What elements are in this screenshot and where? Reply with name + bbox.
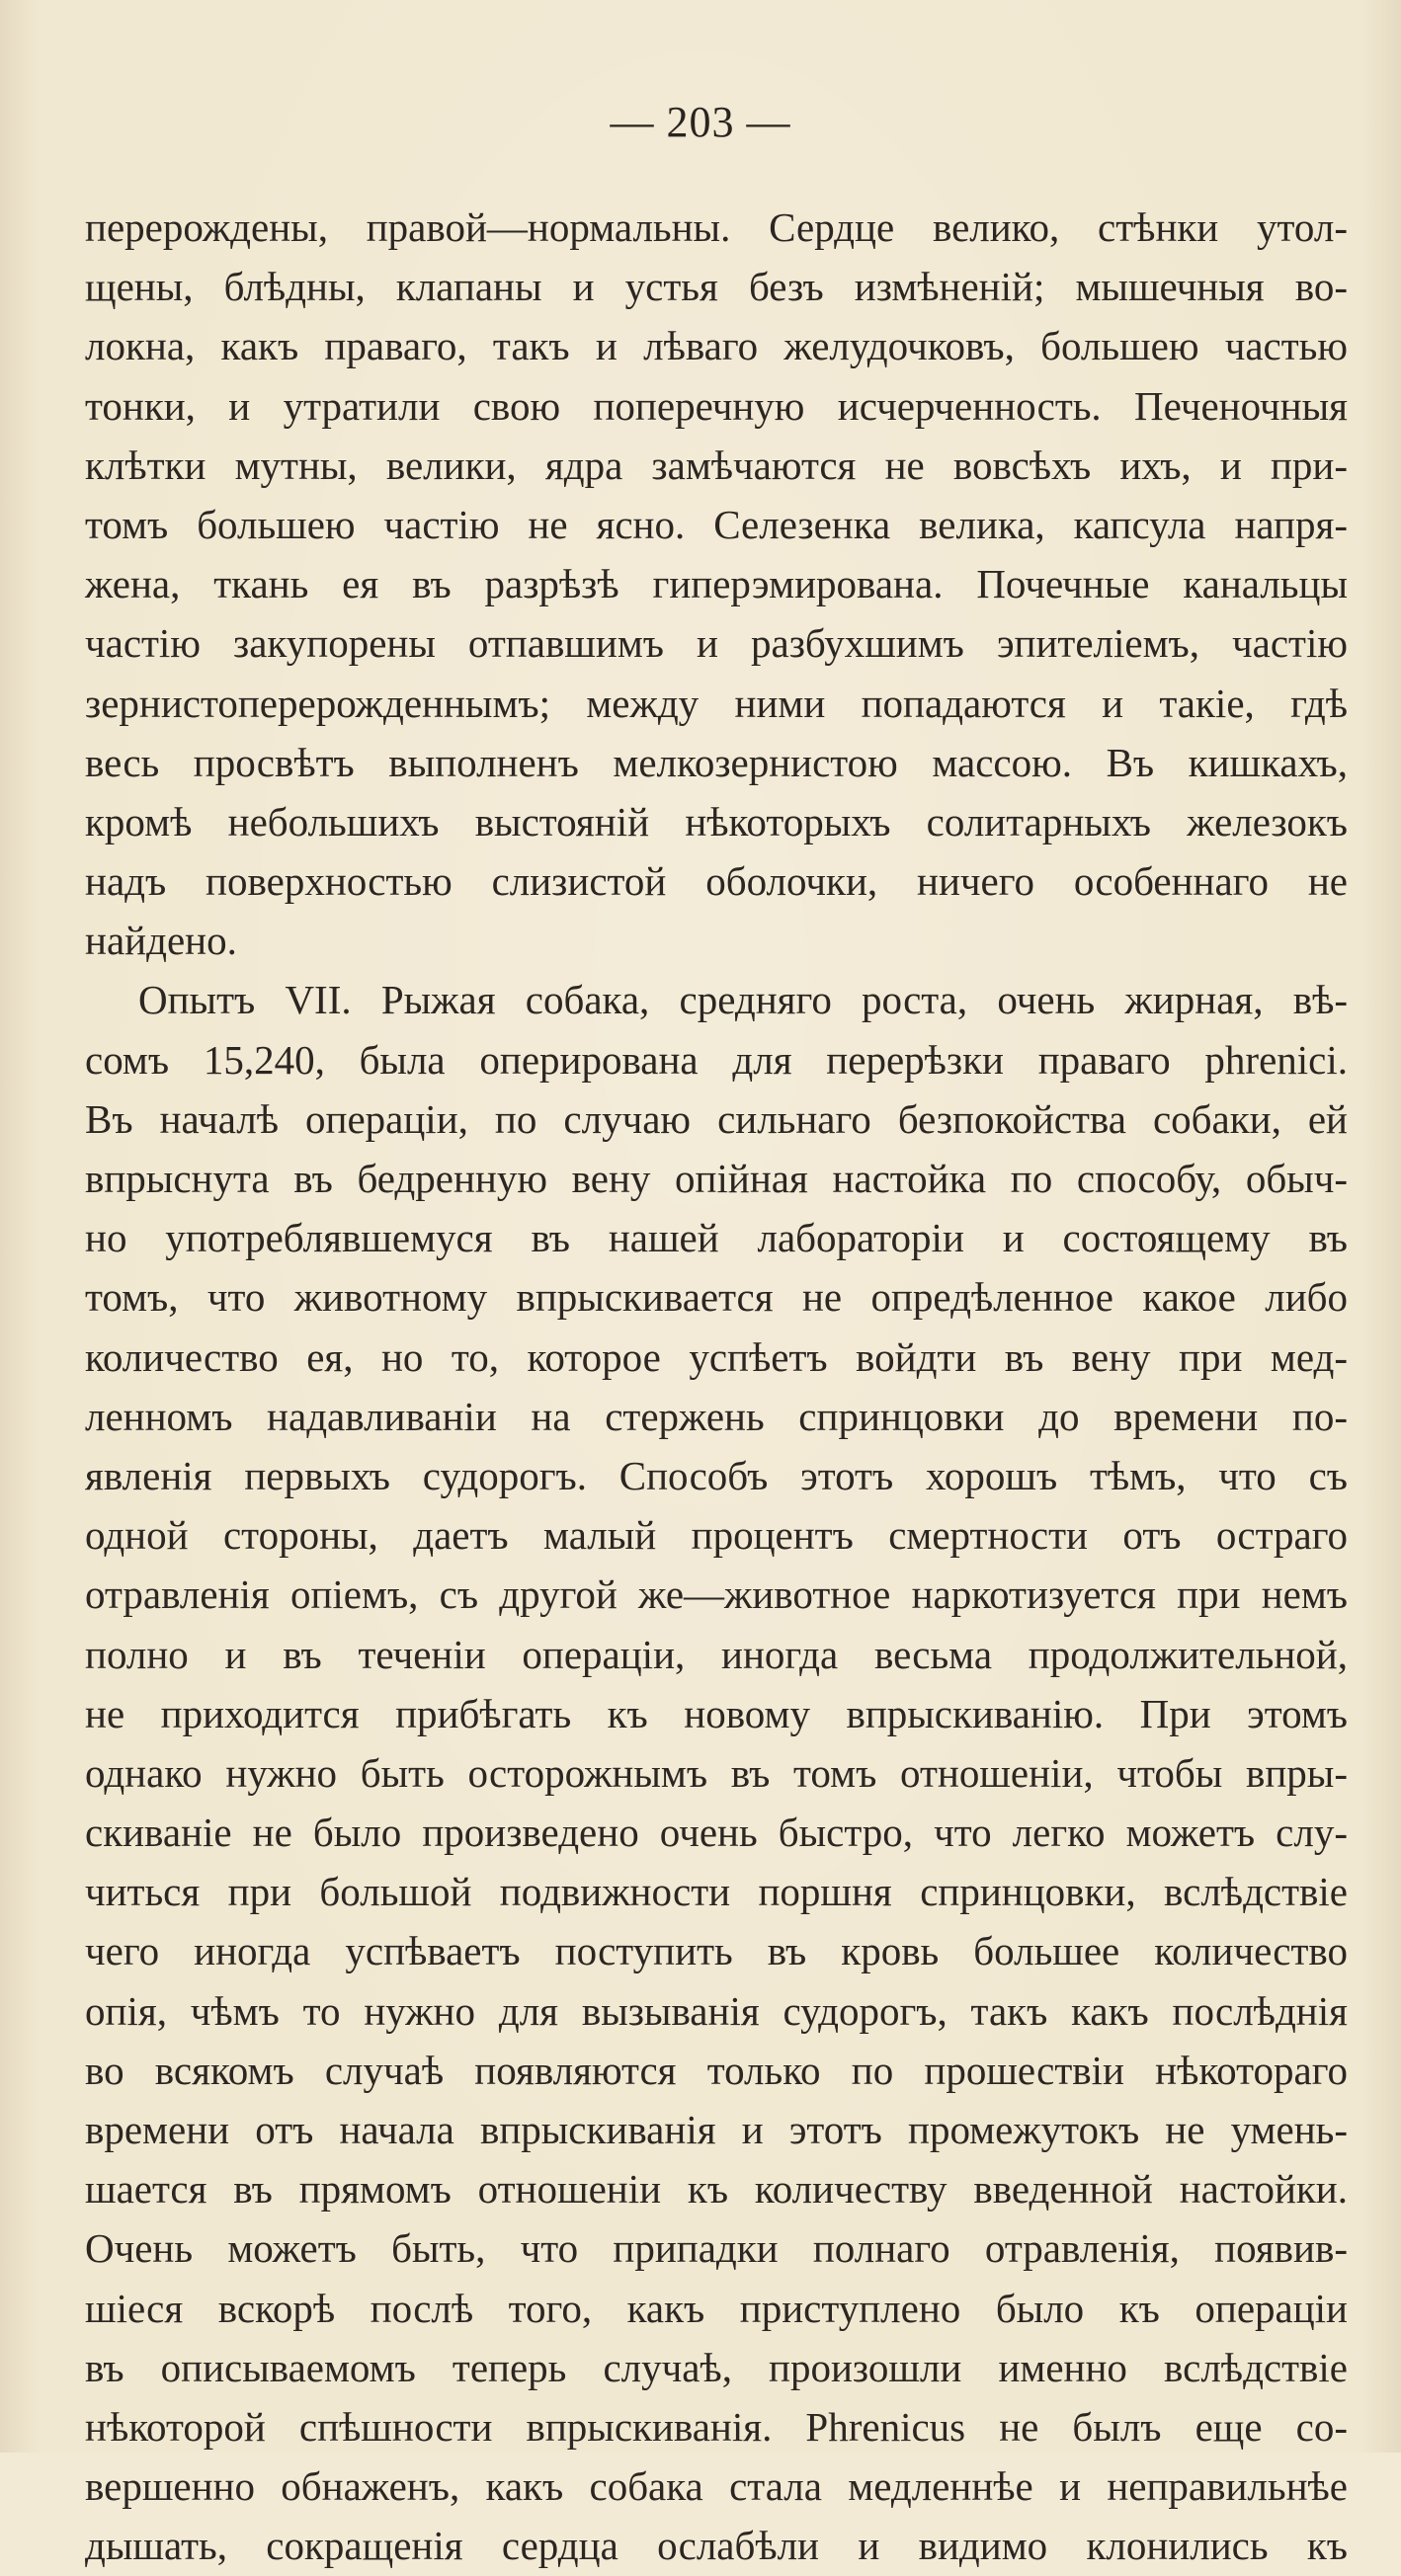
text-line: тонки, и утратили свою поперечную исчерченность. Печеночныя: [85, 382, 1348, 429]
text-line: томъ большею частію не ясно. Селезенка велика, капсула напря-: [85, 501, 1348, 547]
text-line: количество ея, но то, которое успѣетъ войдти въ вену при мед-: [85, 1333, 1348, 1380]
text-line: надъ поверхностью слизистой оболочки, ничего особеннаго не: [85, 858, 1348, 905]
text-line: впрыснута въ бедренную вену опійная настойка по способу, обыч-: [85, 1156, 1348, 1201]
text-line: перерождены, правой—нормальны. Сердце велико, стѣнки утол-: [85, 204, 1348, 250]
text-line: полно и въ теченіи операціи, иногда весьма продолжительной,: [85, 1631, 1348, 1677]
text-line: скиваніе не было произведено очень быстро, что легко можетъ слу-: [85, 1810, 1348, 1856]
text-line: Очень можетъ быть, что припадки полнаго отравленія, появив-: [85, 2225, 1348, 2272]
text-line: локна, какъ праваго, такъ и лѣваго желудочковъ, большею частью: [85, 323, 1348, 369]
text-line: во всякомъ случаѣ появляются только по прошествіи нѣкотораго: [85, 2047, 1348, 2093]
text-line: явленія первыхъ судорогъ. Способъ этотъ хорошъ тѣмъ, что съ: [85, 1452, 1348, 1498]
text-line: нѣкоторой спѣшности впрыскиванія. Phrenicus не былъ еще со-: [85, 2403, 1348, 2450]
text-line: Опытъ VII. Рыжая собака, средняго роста, очень жирная, вѣ-: [138, 977, 1348, 1023]
text-line: сомъ 15,240, была оперирована для перерѣзки праваго phrenici.: [85, 1036, 1348, 1083]
text-line: кромѣ небольшихъ выстояній нѣкоторыхъ солитарныхъ железокъ: [85, 798, 1348, 845]
text-line: однако нужно быть осторожнымъ въ томъ отношеніи, чтобы впры-: [85, 1749, 1348, 1796]
text-line: читься при большой подвижности поршня спринцовки, вслѣдствіе: [85, 1869, 1348, 1915]
text-line: времени отъ начала впрыскиванія и этотъ промежутокъ не умень-: [85, 2107, 1348, 2152]
text-line: чего иногда успѣваетъ поступить въ кровь большее количество: [85, 1928, 1348, 1974]
text-line: не приходится прибѣгать къ новому впрыскиванію. При этомъ: [85, 1690, 1348, 1736]
text-line: опія, чѣмъ то нужно для вызыванія судорогъ, такъ какъ послѣднія: [85, 1987, 1348, 2034]
text-line: весь просвѣтъ выполненъ мелкозернистою массою. Въ кишкахъ,: [85, 739, 1348, 785]
text-line: частію закупорены отпавшимъ и разбухшимъ эпителіемъ, частію: [85, 620, 1348, 667]
paragraph-experiment-vii: [85, 970, 1348, 2575]
text-line: жена, ткань ея въ разрѣзѣ гиперэмирована. Почечные канальцы: [85, 561, 1348, 607]
text-line: шіеся вскорѣ послѣ того, какъ приступлено было къ операціи: [85, 2285, 1348, 2331]
page-number: — 203 —: [610, 98, 791, 146]
text-line: въ описываемомъ теперь случаѣ, произошли именно вслѣдствіе: [85, 2344, 1348, 2390]
text-line: отравленія опіемъ, съ другой же—животное наркотизуется при немъ: [85, 1571, 1348, 1618]
paragraph-autopsy-findings: [85, 198, 1348, 970]
text-line: шается въ прямомъ отношеніи къ количеству введенной настойки.: [85, 2166, 1348, 2213]
body-text: [85, 198, 1348, 2576]
text-line: щены, блѣдны, клапаны и устья безъ измѣненій; мышечныя во-: [85, 264, 1348, 310]
text-line: клѣтки мутны, велики, ядра замѣчаются не вовсѣхъ ихъ, и при-: [85, 442, 1348, 488]
text-line: Въ началѣ операціи, по случаю сильнаго безпокойства собаки, ей: [85, 1095, 1348, 1142]
text-line: дышать, сокращенія сердца ослабѣли и видимо клонились къ: [85, 2523, 1348, 2569]
text-line: вершенно обнаженъ, какъ собака стала медленнѣе и неправильнѣе: [85, 2463, 1348, 2510]
text-line: одной стороны, даетъ малый процентъ смертности отъ остраго: [85, 1512, 1348, 1559]
text-line: но употреблявшемуся въ нашей лабораторіи и состоящему въ: [85, 1215, 1348, 1261]
text-line: томъ, что животному впрыскивается не опредѣленное какое либо: [85, 1274, 1348, 1321]
text-line: ленномъ надавливаніи на стержень спринцовки до времени по-: [85, 1393, 1348, 1439]
text-line: зернистоперерожденнымъ; между ними попадаются и такіе, гдѣ: [85, 680, 1348, 726]
text-line: найдено.: [85, 918, 237, 964]
